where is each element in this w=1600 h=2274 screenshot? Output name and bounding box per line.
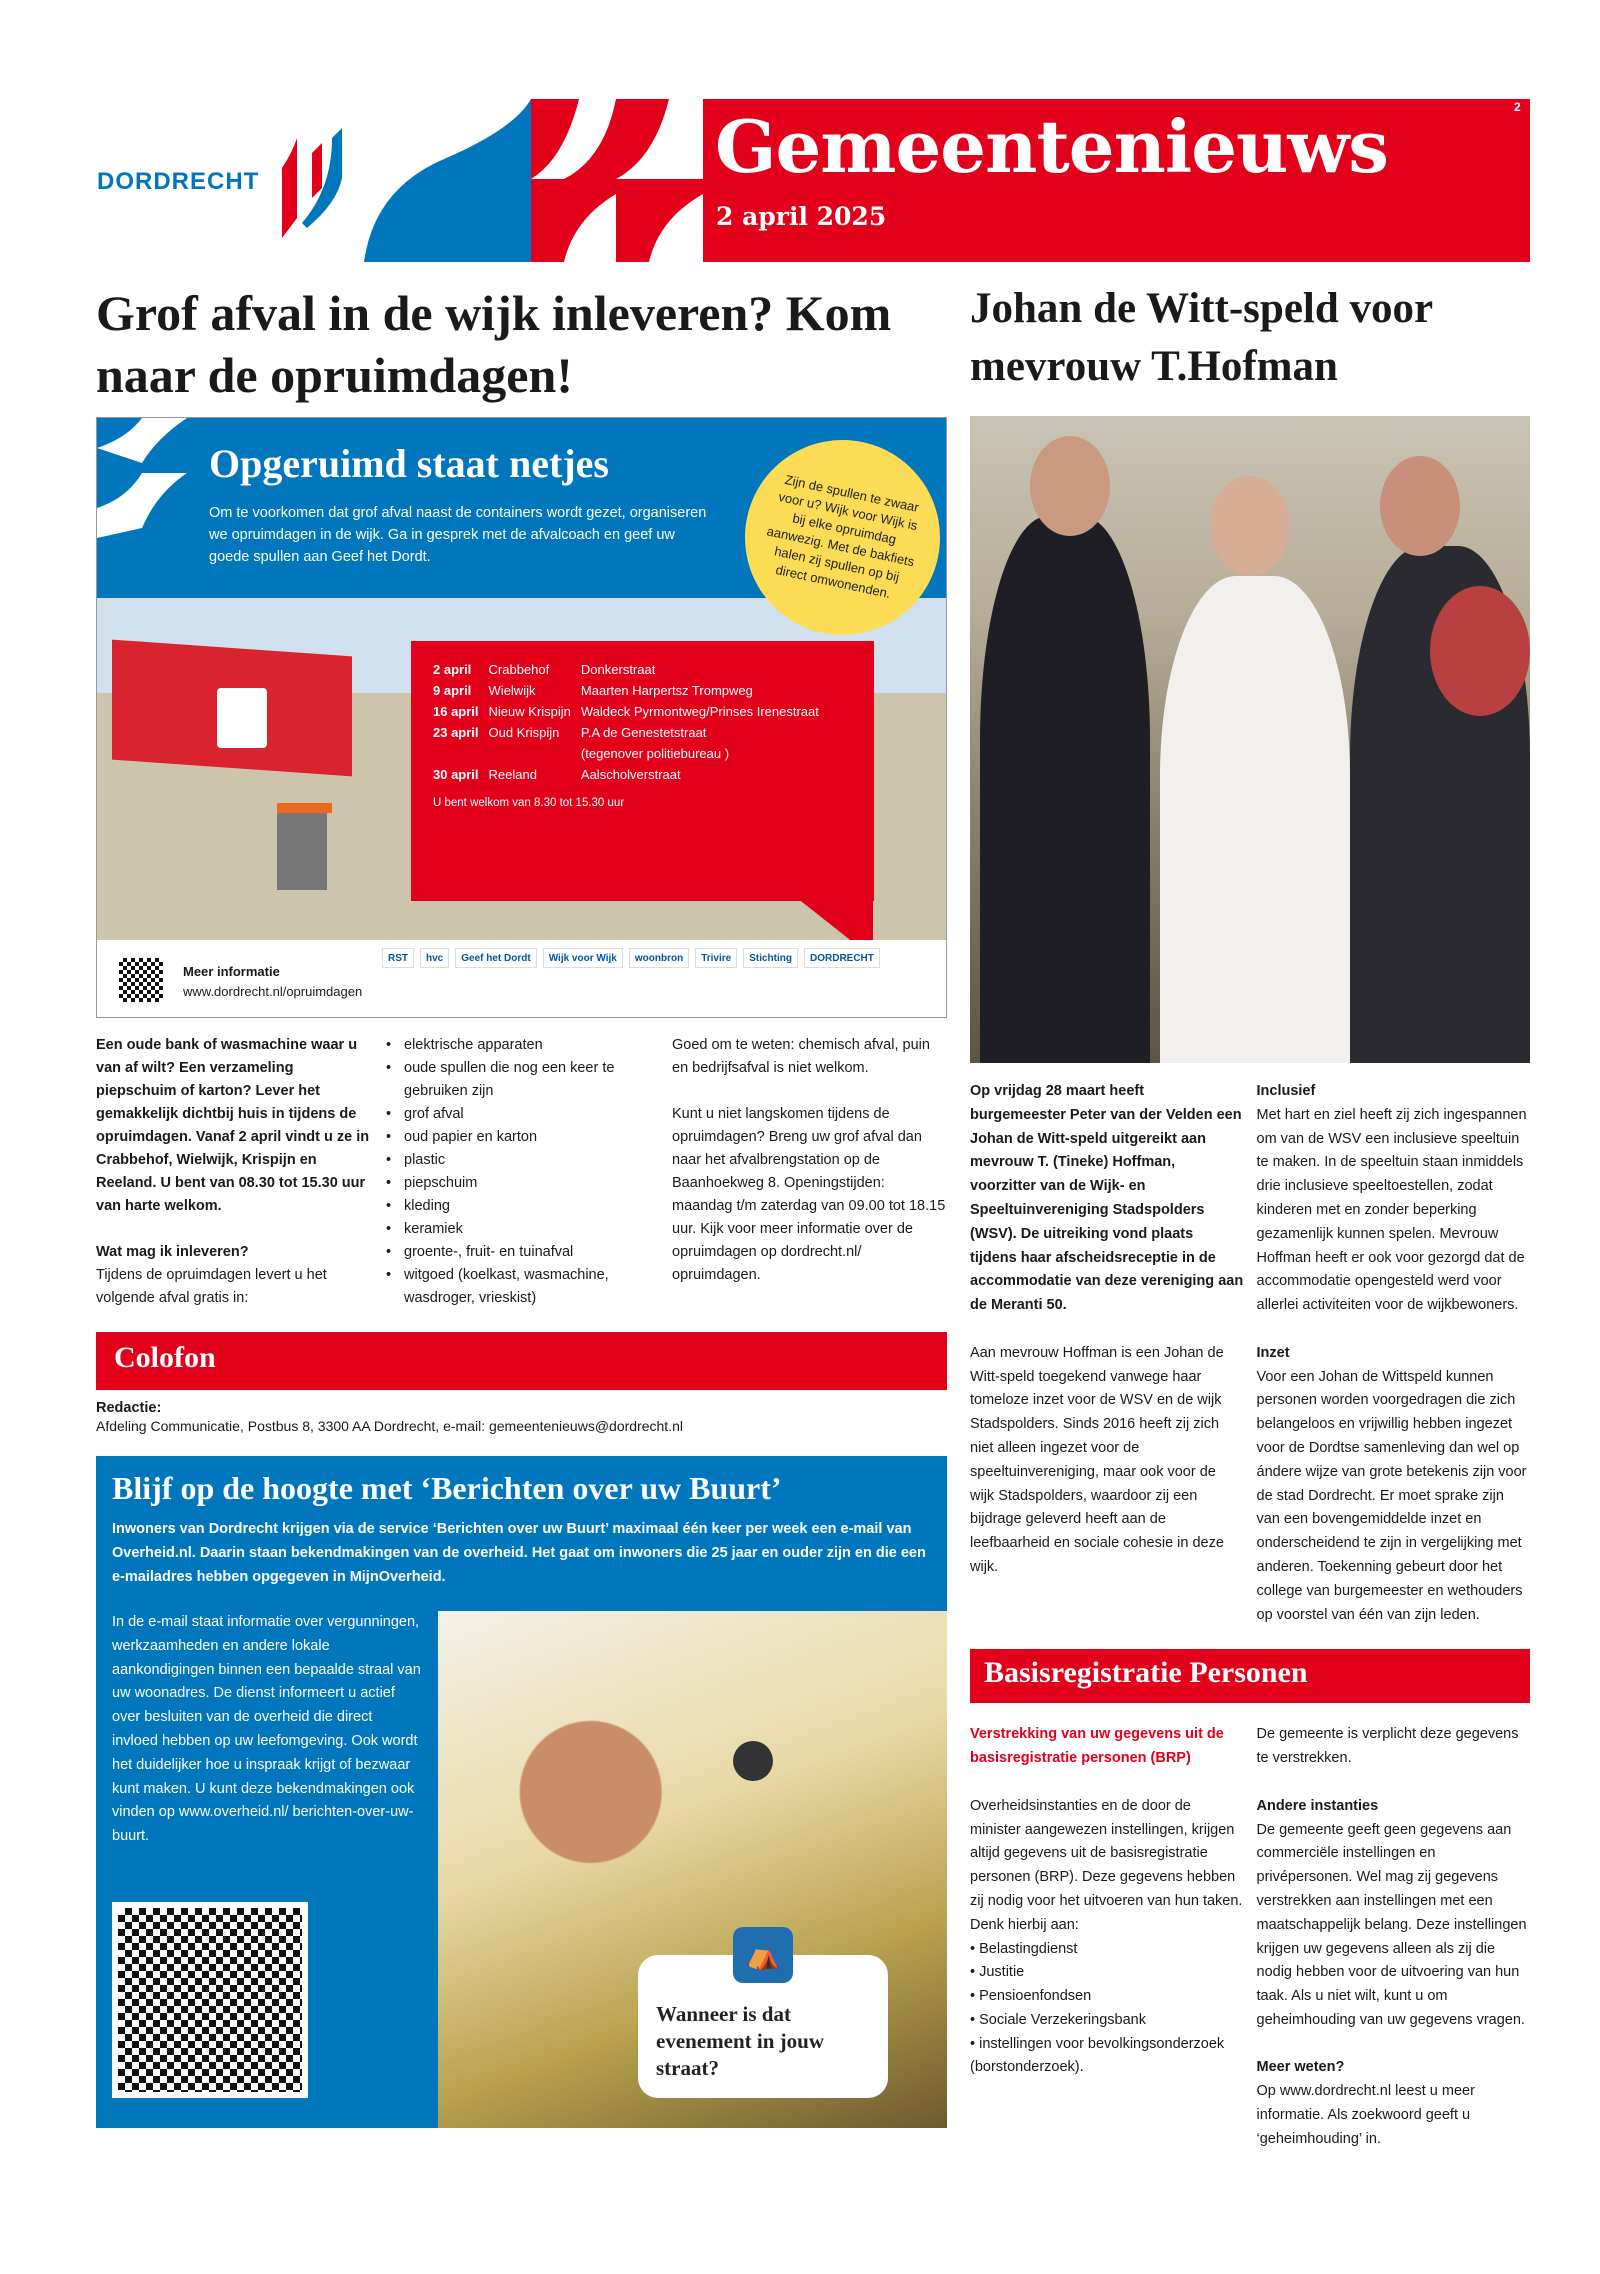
schedule-date: 30 april (433, 767, 479, 782)
article2-subhead: Inclusief (1256, 1083, 1316, 1099)
brp-title: Basisregistratie Personen (984, 1656, 1308, 1690)
schedule-row (433, 680, 829, 701)
sponsor-logo: hvc (420, 948, 449, 968)
list-item (970, 1961, 1244, 1985)
list-item: • oud papier en karton (384, 1126, 659, 1149)
poster-intro: Om te voorkomen dat grof afval naast de containers wordt gezet, organiseren we opruimdagen in de wijk. Ga in gesprek met de afvalcoach en geef uw goede spullen aan Geef het Dordt. (209, 505, 707, 565)
washing-machine-illustration (217, 688, 267, 748)
sponsor-logo: DORDRECHT (804, 948, 880, 968)
more-info-link[interactable]: www.dordrecht.nl/opruimdagen (183, 984, 363, 999)
brp-list-intro: Denk hierbij aan: (970, 1916, 1079, 1933)
buurt-title: Blijf op de hoogte met ‘Berichten over uw Buurt’ (112, 1470, 782, 1506)
left-column-flow (96, 1034, 947, 2128)
schedule-street: Maarten Harpertsz Trompweg (580, 683, 753, 698)
list-item (970, 2033, 1244, 2081)
schedule-date: 23 april (433, 725, 479, 740)
qr-code[interactable] (112, 1902, 308, 2098)
schedule-row (433, 764, 829, 785)
schedule-street: Waldeck Pyrmontweg/Prinses Irenestraat (580, 704, 819, 719)
opruimdagen-poster (96, 417, 947, 1018)
article1-subhead: Wat mag ik inleveren? (96, 1244, 249, 1260)
brp-paragraph: Overheidsinstanties en de door de minister aangewezen instellingen, krijgen altijd gegevens uit de basisregistratie personen (BRP). Deze gegevens hebben zij nodig voor het uitvoeren van hun taken. (970, 1797, 1243, 1909)
schedule-panel (411, 641, 874, 901)
brp-paragraph: Op www.dordrecht.nl leest u meer informatie. Als zoekwoord geeft u ‘geheimhouding’ in. (1256, 2083, 1475, 2147)
article2-paragraph: Met hart en ziel heeft zij zich ingespannen om van de WSV een inclusieve speeltuin te maken. In de speeltuin staan inmiddels drie inclusieve speeltoestellen, zodat kinderen met en zonder beperking gezamenlijk kunnen spelen. Mevrouw Hoffman heeft er ook voor gezorgd dat de accommodatie opengesteld werd voor allerlei activiteiten voor de wijkbewoners. (1256, 1106, 1527, 1314)
article1-column-3 (672, 1034, 947, 1310)
bakfiets-bubble: Zijn de spullen te zwaar voor u? Wijk voor Wijk is bij elke opruimdag aanwezig. Met de bakfiets halen zij spullen op bij direct omwonenden. (727, 422, 947, 653)
schedule-date: 2 april (433, 662, 472, 677)
article2-paragraph: Voor een Johan de Wittspeld kunnen personen worden voorgedragen die zich belangeloos en vrijwillig hebben ingezet voor de Dordtse samenleving dan wel op ándere wijze van grote betekenis zijn voor de stad Dordrecht. Er moet sprake zijn van een bovengemiddelde inzet en onderscheidend te zijn in vergelijking met anderen. Toekenning gebeurt door het college van burgemeester en wethouders op voorstel van één van zijn leden. (1256, 1368, 1527, 1623)
brp-text (970, 1723, 1530, 2151)
sponsor-logo: Trivire (695, 948, 737, 968)
dordrecht-logo-icon (272, 128, 352, 238)
list-item: • grof afval (384, 1103, 659, 1126)
article1-text: Tijdens de opruimdagen levert u het volgende afval gratis in: (96, 1267, 327, 1306)
opening-hours: U bent welkom van 8.30 tot 15.30 uur (433, 797, 625, 809)
list-item: • elektrische apparaten (384, 1034, 659, 1057)
brp-subhead: Verstrekking van uw gegevens uit de basisregistratie personen (BRP) (970, 1726, 1224, 1767)
redactie-text: Afdeling Communicatie, Postbus 8, 3300 AA Dordrecht, e-mail: gemeentenieuws@dordrecht.nl (96, 1418, 683, 1434)
article1-alternative: Kunt u niet langskomen tijdens de opruimdagen? Breng uw grof afval dan naar het afvalbrengstation op de Baanhoekweg 8. Openingstijden: maandag t/m zaterdag van 09.00 tot 18.15 uur. Kijk voor meer informatie over de opruimdagen op dordrecht.nl/ opruimdagen. (672, 1106, 946, 1283)
article1-column-1 (96, 1034, 371, 1310)
article1-lead: Een oude bank of wasmachine waar u van af wilt? Een verzameling piepschuim of karton? Lever het gemakkelijk dichtbij huis in tijdens de opruimdagen. Vanaf 2 april vindt u ze in Crabbehof, Wielwijk, Krispijn en Reeland. U bent van 08.30 tot 15.30 uur van harte welkom. (96, 1037, 370, 1214)
microphone (733, 1741, 773, 1781)
poster-title: Opgeruimd staat netjes (209, 441, 609, 486)
brp-subhead: Andere instanties (1256, 1797, 1379, 1814)
list-item-text: Pensioenfondsen (979, 1988, 1092, 2005)
bullet-icon: • (970, 2035, 980, 2052)
schedule-area: Nieuw Krispijn (488, 704, 571, 719)
wave-graphic (97, 418, 187, 538)
article2-lead: Op vrijdag 28 maart heeft burgemeester Peter van der Velden een Johan de Witt-speld uitgereikt aan mevrouw T. (Tineke) Hoffman, voorzitter van de Wijk- en Speeltuinvereniging Stadspolders (WSV). De uitreiking vond plaats tijdens haar afscheidsreceptie in de accommodatie van deze vereniging aan de Meranti 50. (970, 1083, 1244, 1314)
brp-paragraph: De gemeente geeft geen gegevens aan commerciële instellingen en privépersonen. Wel mag zij gegevens verstrekken aan instellingen met een maatschappelijk belang. Deze instellingen krijgen uw gegevens alleen als zij die nodig hebben voor de uitvoering van hun taak. Als u niet wilt, kunt u om geheimhouding van uw gegevens vragen. (1256, 1821, 1527, 2028)
schedule-date: 9 april (433, 683, 472, 698)
schedule-date: 16 april (433, 704, 479, 719)
schedule-street: (tegenover politiebureau ) (580, 746, 730, 761)
publication-title: Gemeentenieuws (715, 104, 1388, 189)
accepted-items-list (384, 1034, 659, 1310)
schedule-area: Wielwijk (488, 683, 536, 698)
berichten-over-uw-buurt-box (96, 1456, 947, 2128)
bullet-icon: • (970, 1964, 980, 1981)
brp-list (970, 1938, 1244, 2081)
schedule-street: P.A de Genestetstraat (580, 725, 707, 740)
list-item-text: instellingen voor bevolkingsonderzoek (borstonderzoek). (970, 2035, 1225, 2076)
list-item: • piepschuim (384, 1172, 659, 1195)
list-item: • groente-, fruit- en tuinafval (384, 1241, 659, 1264)
schedule-row (433, 701, 829, 722)
sponsor-logo: Stichting (743, 948, 798, 968)
schedule-street: Donkerstraat (580, 662, 656, 677)
award-ceremony-photo (970, 416, 1530, 1063)
bin-lid-illustration (277, 803, 332, 813)
article1-columns (96, 1034, 947, 1310)
qr-code[interactable] (119, 958, 163, 1002)
article2-paragraph: Aan mevrouw Hoffman is een Johan de Witt-speld toegekend vanwege haar tomeloze inzet voor de WSV en de wijk Stadspolders. Sinds 2016 heeft zij zich niet alleen ingezet voor de speeltuinvereniging, maar ook voor de wijk Stadspolders, waardoor zij een bijdrage geleverd heeft aan de leefbaarheid en sociale cohesie in deze wijk. (970, 1344, 1224, 1575)
colofon-title: Colofon (114, 1341, 216, 1374)
list-item: • oude spullen die nog een keer te gebruiken zijn (384, 1057, 659, 1103)
tent-icon: ⛺ (733, 1927, 793, 1983)
page-number: 2 (1514, 100, 1521, 114)
schedule-row (433, 659, 829, 680)
event-card: Wanneer is dat evenement in jouw straat? (638, 1955, 888, 2098)
list-item: • plastic (384, 1149, 659, 1172)
sponsor-logo: Wijk voor Wijk (543, 948, 623, 968)
list-item (970, 2009, 1244, 2033)
list-item-text: Sociale Verzekeringsbank (979, 2011, 1146, 2028)
singer-photo (438, 1611, 947, 2128)
brp-paragraph: De gemeente is verplicht deze gegevens te verstrekken. (1256, 1726, 1519, 1767)
schedule-table (433, 659, 829, 785)
schedule-area: Oud Krispijn (488, 725, 560, 740)
article2-text (970, 1080, 1530, 1627)
brp-subhead: Meer weten? (1256, 2059, 1345, 2076)
sponsor-logo: Geef het Dordt (455, 948, 536, 968)
buurt-body: In de e-mail staat informatie over vergunningen, werkzaamheden en andere lokale aankondigingen binnen een bepaalde straal van uw woonadres. De dienst informeert u actief over besluiten van de overheid die direct invloed hebben op uw leefomgeving. Ook wordt het duidelijker hoe u inspraak krijgt of bezwaar kunt maken. U kunt deze bekendmakingen ook vinden op www.overheid.nl/ berichten-over-uw-buurt. (112, 1614, 421, 1845)
article-headline-johan-de-witt: Johan de Witt-speld voor mevrouw T.Hofman (970, 285, 1433, 390)
sponsor-logo: RST (382, 948, 414, 968)
right-column-flow (970, 1080, 1530, 2152)
sponsor-logo: woonbron (629, 948, 689, 968)
bullet-icon: • (970, 2011, 980, 2028)
schedule-row (433, 743, 829, 764)
list-item: • witgoed (koelkast, wasmachine, wasdroger, vrieskist) (384, 1264, 659, 1310)
list-item: • keramiek (384, 1218, 659, 1241)
list-item-text: Belastingdienst (979, 1940, 1078, 1957)
header-wave-graphic (364, 99, 704, 262)
list-item (970, 1985, 1244, 2009)
bullet-icon: • (970, 1988, 980, 2005)
brp-header (970, 1649, 1530, 1703)
redactie-label: Redactie: (96, 1400, 162, 1416)
bin-illustration (277, 810, 327, 890)
article-headline-opruimdagen: Grof afval in de wijk inleveren? Kom naar de opruimdagen! (96, 285, 892, 403)
schedule-area: Crabbehof (488, 662, 550, 677)
article2-subhead: Inzet (1256, 1344, 1290, 1361)
schedule-row (433, 722, 829, 743)
colofon-header (96, 1332, 947, 1390)
article1-note: Goed om te weten: chemisch afval, puin en bedrijfsafval is niet welkom. (672, 1037, 930, 1076)
buurt-intro: Inwoners van Dordrecht krijgen via de service ‘Berichten over uw Buurt’ maximaal één keer per week een e-mail van Overheid.nl. Daarin staan bekendmakingen van de overheid. Het gaat om inwoners die 25 jaar en ouder zijn en die een e-mailadres hebben opgegeven in MijnOverheid. (112, 1521, 926, 1585)
schedule-street: Aalscholverstraat (580, 767, 681, 782)
more-info-label: Meer informatie (183, 964, 280, 979)
list-item: • kleding (384, 1195, 659, 1218)
list-item (970, 1938, 1244, 1962)
dordrecht-logo: DORDRECHT (97, 168, 260, 195)
schedule-area: Reeland (488, 767, 537, 782)
article1-column-2 (384, 1034, 659, 1310)
bullet-icon: • (970, 1940, 980, 1957)
sponsor-logos (382, 948, 942, 968)
list-item-text: Justitie (979, 1964, 1025, 1981)
schedule-area (489, 743, 581, 764)
publication-date: 2 april 2025 (716, 202, 887, 231)
schedule-date (433, 743, 489, 764)
